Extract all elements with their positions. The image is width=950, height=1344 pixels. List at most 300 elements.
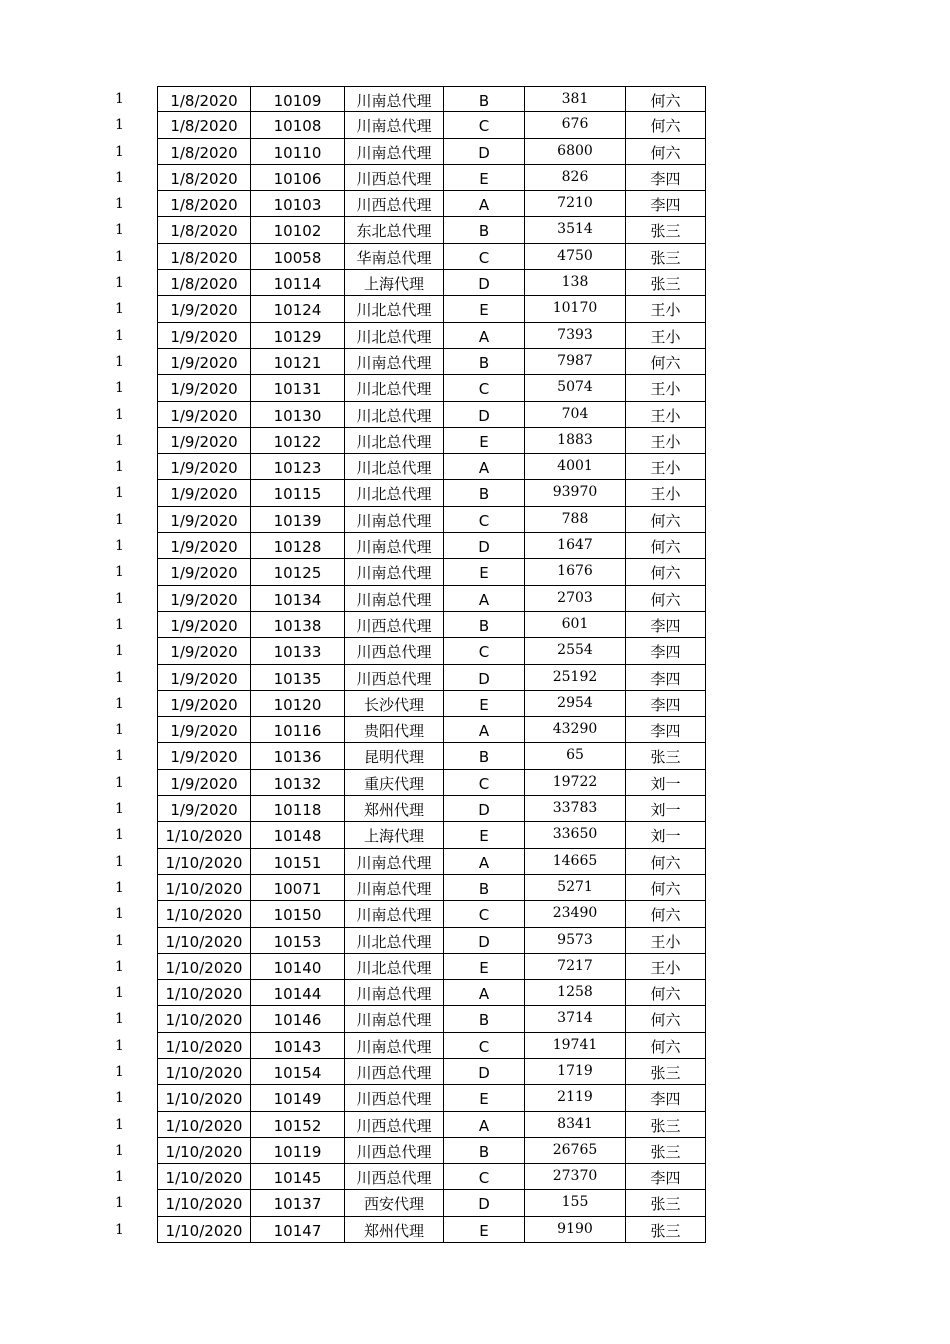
agent-cell[interactable]: 郑州代理: [345, 796, 444, 822]
amount-cell[interactable]: 19722: [525, 770, 626, 796]
agent-cell[interactable]: 东北总代理: [345, 217, 444, 243]
agent-cell[interactable]: 川西总代理: [345, 665, 444, 691]
product-cell[interactable]: A: [444, 1112, 525, 1138]
salesperson-cell[interactable]: 何六: [626, 533, 706, 559]
product-cell[interactable]: D: [444, 796, 525, 822]
date-cell[interactable]: 1/10/2020: [157, 1138, 251, 1164]
agent-cell[interactable]: 川西总代理: [345, 191, 444, 217]
order-id-cell[interactable]: 10124: [251, 296, 345, 322]
salesperson-cell[interactable]: 张三: [626, 270, 706, 296]
amount-cell[interactable]: 9573: [525, 928, 626, 954]
product-cell[interactable]: D: [444, 928, 525, 954]
amount-cell[interactable]: 788: [525, 507, 626, 533]
date-cell[interactable]: 1/9/2020: [157, 612, 251, 638]
salesperson-cell[interactable]: 王小: [626, 323, 706, 349]
agent-cell[interactable]: 川西总代理: [345, 1085, 444, 1111]
salesperson-cell[interactable]: 张三: [626, 1112, 706, 1138]
order-id-cell[interactable]: 10148: [251, 822, 345, 848]
salesperson-cell[interactable]: 张三: [626, 1059, 706, 1085]
salesperson-cell[interactable]: 何六: [626, 980, 706, 1006]
agent-cell[interactable]: 上海代理: [345, 270, 444, 296]
row-marker[interactable]: 1: [115, 669, 124, 686]
product-cell[interactable]: C: [444, 1164, 525, 1190]
product-cell[interactable]: C: [444, 901, 525, 927]
salesperson-cell[interactable]: 张三: [626, 1190, 706, 1216]
amount-cell[interactable]: 3514: [525, 217, 626, 243]
salesperson-cell[interactable]: 何六: [626, 559, 706, 585]
agent-cell[interactable]: 川西总代理: [345, 1059, 444, 1085]
row-marker[interactable]: 1: [115, 169, 124, 186]
row-marker[interactable]: 1: [115, 1142, 124, 1159]
row-marker[interactable]: 1: [115, 564, 124, 581]
date-cell[interactable]: 1/10/2020: [157, 1112, 251, 1138]
salesperson-cell[interactable]: 何六: [626, 1006, 706, 1032]
amount-cell[interactable]: 4001: [525, 454, 626, 480]
date-cell[interactable]: 1/9/2020: [157, 691, 251, 717]
agent-cell[interactable]: 川南总代理: [345, 1033, 444, 1059]
date-cell[interactable]: 1/9/2020: [157, 375, 251, 401]
agent-cell[interactable]: 川北总代理: [345, 428, 444, 454]
amount-cell[interactable]: 601: [525, 612, 626, 638]
amount-cell[interactable]: 5271: [525, 875, 626, 901]
product-cell[interactable]: C: [444, 770, 525, 796]
product-cell[interactable]: C: [444, 1033, 525, 1059]
amount-cell[interactable]: 4750: [525, 244, 626, 270]
amount-cell[interactable]: 23490: [525, 901, 626, 927]
row-marker[interactable]: 1: [115, 222, 124, 239]
row-marker[interactable]: 1: [115, 485, 124, 502]
salesperson-cell[interactable]: 李四: [626, 1085, 706, 1111]
date-cell[interactable]: 1/9/2020: [157, 717, 251, 743]
row-marker[interactable]: 1: [115, 301, 124, 318]
amount-cell[interactable]: 381: [525, 86, 626, 112]
date-cell[interactable]: 1/9/2020: [157, 296, 251, 322]
product-cell[interactable]: E: [444, 428, 525, 454]
row-marker[interactable]: 1: [115, 248, 124, 265]
product-cell[interactable]: A: [444, 717, 525, 743]
date-cell[interactable]: 1/9/2020: [157, 559, 251, 585]
row-marker[interactable]: 1: [115, 590, 124, 607]
salesperson-cell[interactable]: 何六: [626, 507, 706, 533]
product-cell[interactable]: E: [444, 165, 525, 191]
salesperson-cell[interactable]: 刘一: [626, 822, 706, 848]
row-marker[interactable]: 1: [115, 1169, 124, 1186]
agent-cell[interactable]: 川北总代理: [345, 928, 444, 954]
row-marker[interactable]: 1: [115, 1195, 124, 1212]
product-cell[interactable]: A: [444, 191, 525, 217]
product-cell[interactable]: B: [444, 86, 525, 112]
order-id-cell[interactable]: 10125: [251, 559, 345, 585]
agent-cell[interactable]: 川西总代理: [345, 165, 444, 191]
amount-cell[interactable]: 9190: [525, 1217, 626, 1243]
product-cell[interactable]: B: [444, 480, 525, 506]
amount-cell[interactable]: 1719: [525, 1059, 626, 1085]
salesperson-cell[interactable]: 何六: [626, 139, 706, 165]
order-id-cell[interactable]: 10136: [251, 743, 345, 769]
row-marker[interactable]: 1: [115, 1116, 124, 1133]
amount-cell[interactable]: 2554: [525, 638, 626, 664]
date-cell[interactable]: 1/8/2020: [157, 217, 251, 243]
order-id-cell[interactable]: 10151: [251, 849, 345, 875]
row-marker[interactable]: 1: [115, 380, 124, 397]
row-marker[interactable]: 1: [115, 1090, 124, 1107]
product-cell[interactable]: D: [444, 533, 525, 559]
product-cell[interactable]: D: [444, 270, 525, 296]
agent-cell[interactable]: 川南总代理: [345, 507, 444, 533]
row-marker[interactable]: 1: [115, 538, 124, 555]
agent-cell[interactable]: 川南总代理: [345, 349, 444, 375]
order-id-cell[interactable]: 10144: [251, 980, 345, 1006]
row-marker[interactable]: 1: [115, 748, 124, 765]
order-id-cell[interactable]: 10145: [251, 1164, 345, 1190]
order-id-cell[interactable]: 10139: [251, 507, 345, 533]
order-id-cell[interactable]: 10149: [251, 1085, 345, 1111]
date-cell[interactable]: 1/9/2020: [157, 533, 251, 559]
salesperson-cell[interactable]: 何六: [626, 1033, 706, 1059]
salesperson-cell[interactable]: 何六: [626, 901, 706, 927]
product-cell[interactable]: C: [444, 638, 525, 664]
product-cell[interactable]: A: [444, 586, 525, 612]
salesperson-cell[interactable]: 何六: [626, 349, 706, 375]
product-cell[interactable]: B: [444, 1006, 525, 1032]
order-id-cell[interactable]: 10115: [251, 480, 345, 506]
agent-cell[interactable]: 川南总代理: [345, 559, 444, 585]
agent-cell[interactable]: 川西总代理: [345, 1138, 444, 1164]
date-cell[interactable]: 1/10/2020: [157, 928, 251, 954]
date-cell[interactable]: 1/8/2020: [157, 112, 251, 138]
product-cell[interactable]: C: [444, 375, 525, 401]
date-cell[interactable]: 1/10/2020: [157, 875, 251, 901]
order-id-cell[interactable]: 10103: [251, 191, 345, 217]
product-cell[interactable]: E: [444, 954, 525, 980]
product-cell[interactable]: B: [444, 875, 525, 901]
amount-cell[interactable]: 2703: [525, 586, 626, 612]
agent-cell[interactable]: 川西总代理: [345, 1112, 444, 1138]
salesperson-cell[interactable]: 王小: [626, 428, 706, 454]
order-id-cell[interactable]: 10123: [251, 454, 345, 480]
product-cell[interactable]: D: [444, 1190, 525, 1216]
row-marker[interactable]: 1: [115, 275, 124, 292]
amount-cell[interactable]: 1258: [525, 980, 626, 1006]
date-cell[interactable]: 1/10/2020: [157, 901, 251, 927]
row-marker[interactable]: 1: [115, 511, 124, 528]
row-marker[interactable]: 1: [115, 459, 124, 476]
date-cell[interactable]: 1/10/2020: [157, 1059, 251, 1085]
salesperson-cell[interactable]: 王小: [626, 928, 706, 954]
agent-cell[interactable]: 川北总代理: [345, 954, 444, 980]
order-id-cell[interactable]: 10138: [251, 612, 345, 638]
product-cell[interactable]: E: [444, 559, 525, 585]
order-id-cell[interactable]: 10120: [251, 691, 345, 717]
amount-cell[interactable]: 826: [525, 165, 626, 191]
salesperson-cell[interactable]: 王小: [626, 954, 706, 980]
salesperson-cell[interactable]: 何六: [626, 112, 706, 138]
salesperson-cell[interactable]: 何六: [626, 86, 706, 112]
agent-cell[interactable]: 川北总代理: [345, 402, 444, 428]
agent-cell[interactable]: 川北总代理: [345, 454, 444, 480]
amount-cell[interactable]: 1883: [525, 428, 626, 454]
order-id-cell[interactable]: 10122: [251, 428, 345, 454]
date-cell[interactable]: 1/9/2020: [157, 770, 251, 796]
date-cell[interactable]: 1/10/2020: [157, 980, 251, 1006]
date-cell[interactable]: 1/10/2020: [157, 1085, 251, 1111]
date-cell[interactable]: 1/9/2020: [157, 428, 251, 454]
order-id-cell[interactable]: 10116: [251, 717, 345, 743]
order-id-cell[interactable]: 10121: [251, 349, 345, 375]
amount-cell[interactable]: 676: [525, 112, 626, 138]
salesperson-cell[interactable]: 何六: [626, 849, 706, 875]
row-marker[interactable]: 1: [115, 722, 124, 739]
order-id-cell[interactable]: 10110: [251, 139, 345, 165]
date-cell[interactable]: 1/8/2020: [157, 139, 251, 165]
agent-cell[interactable]: 川南总代理: [345, 1006, 444, 1032]
salesperson-cell[interactable]: 李四: [626, 191, 706, 217]
amount-cell[interactable]: 7217: [525, 954, 626, 980]
order-id-cell[interactable]: 10108: [251, 112, 345, 138]
product-cell[interactable]: A: [444, 454, 525, 480]
agent-cell[interactable]: 华南总代理: [345, 244, 444, 270]
agent-cell[interactable]: 长沙代理: [345, 691, 444, 717]
date-cell[interactable]: 1/10/2020: [157, 1190, 251, 1216]
amount-cell[interactable]: 6800: [525, 139, 626, 165]
date-cell[interactable]: 1/9/2020: [157, 507, 251, 533]
amount-cell[interactable]: 33650: [525, 822, 626, 848]
amount-cell[interactable]: 7210: [525, 191, 626, 217]
agent-cell[interactable]: 川南总代理: [345, 533, 444, 559]
amount-cell[interactable]: 27370: [525, 1164, 626, 1190]
row-marker[interactable]: 1: [115, 406, 124, 423]
order-id-cell[interactable]: 10152: [251, 1112, 345, 1138]
order-id-cell[interactable]: 10058: [251, 244, 345, 270]
product-cell[interactable]: D: [444, 139, 525, 165]
date-cell[interactable]: 1/9/2020: [157, 402, 251, 428]
product-cell[interactable]: E: [444, 822, 525, 848]
salesperson-cell[interactable]: 李四: [626, 612, 706, 638]
row-marker[interactable]: 1: [115, 801, 124, 818]
row-marker[interactable]: 1: [115, 774, 124, 791]
salesperson-cell[interactable]: 张三: [626, 1138, 706, 1164]
product-cell[interactable]: B: [444, 612, 525, 638]
order-id-cell[interactable]: 10137: [251, 1190, 345, 1216]
salesperson-cell[interactable]: 张三: [626, 244, 706, 270]
date-cell[interactable]: 1/9/2020: [157, 586, 251, 612]
amount-cell[interactable]: 14665: [525, 849, 626, 875]
row-marker[interactable]: 1: [115, 1011, 124, 1028]
salesperson-cell[interactable]: 王小: [626, 375, 706, 401]
row-marker[interactable]: 1: [115, 879, 124, 896]
date-cell[interactable]: 1/8/2020: [157, 165, 251, 191]
order-id-cell[interactable]: 10147: [251, 1217, 345, 1243]
amount-cell[interactable]: 25192: [525, 665, 626, 691]
order-id-cell[interactable]: 10143: [251, 1033, 345, 1059]
order-id-cell[interactable]: 10150: [251, 901, 345, 927]
product-cell[interactable]: B: [444, 1138, 525, 1164]
agent-cell[interactable]: 川北总代理: [345, 323, 444, 349]
amount-cell[interactable]: 1676: [525, 559, 626, 585]
row-marker[interactable]: 1: [115, 196, 124, 213]
agent-cell[interactable]: 川南总代理: [345, 86, 444, 112]
product-cell[interactable]: A: [444, 323, 525, 349]
product-cell[interactable]: D: [444, 1059, 525, 1085]
product-cell[interactable]: B: [444, 349, 525, 375]
order-id-cell[interactable]: 10114: [251, 270, 345, 296]
order-id-cell[interactable]: 10154: [251, 1059, 345, 1085]
product-cell[interactable]: C: [444, 244, 525, 270]
agent-cell[interactable]: 川南总代理: [345, 139, 444, 165]
date-cell[interactable]: 1/10/2020: [157, 1033, 251, 1059]
amount-cell[interactable]: 65: [525, 743, 626, 769]
row-marker[interactable]: 1: [115, 353, 124, 370]
agent-cell[interactable]: 川北总代理: [345, 296, 444, 322]
product-cell[interactable]: E: [444, 691, 525, 717]
order-id-cell[interactable]: 10071: [251, 875, 345, 901]
order-id-cell[interactable]: 10131: [251, 375, 345, 401]
order-id-cell[interactable]: 10153: [251, 928, 345, 954]
order-id-cell[interactable]: 10102: [251, 217, 345, 243]
amount-cell[interactable]: 7393: [525, 323, 626, 349]
salesperson-cell[interactable]: 李四: [626, 665, 706, 691]
amount-cell[interactable]: 7987: [525, 349, 626, 375]
product-cell[interactable]: D: [444, 402, 525, 428]
salesperson-cell[interactable]: 何六: [626, 875, 706, 901]
row-marker[interactable]: 1: [115, 327, 124, 344]
agent-cell[interactable]: 昆明代理: [345, 743, 444, 769]
date-cell[interactable]: 1/9/2020: [157, 743, 251, 769]
order-id-cell[interactable]: 10134: [251, 586, 345, 612]
order-id-cell[interactable]: 10135: [251, 665, 345, 691]
date-cell[interactable]: 1/8/2020: [157, 244, 251, 270]
agent-cell[interactable]: 上海代理: [345, 822, 444, 848]
date-cell[interactable]: 1/10/2020: [157, 1217, 251, 1243]
agent-cell[interactable]: 川南总代理: [345, 586, 444, 612]
row-marker[interactable]: 1: [115, 117, 124, 134]
row-marker[interactable]: 1: [115, 985, 124, 1002]
date-cell[interactable]: 1/8/2020: [157, 191, 251, 217]
product-cell[interactable]: D: [444, 665, 525, 691]
order-id-cell[interactable]: 10132: [251, 770, 345, 796]
order-id-cell[interactable]: 10106: [251, 165, 345, 191]
order-id-cell[interactable]: 10130: [251, 402, 345, 428]
agent-cell[interactable]: 川南总代理: [345, 849, 444, 875]
amount-cell[interactable]: 2119: [525, 1085, 626, 1111]
salesperson-cell[interactable]: 李四: [626, 691, 706, 717]
date-cell[interactable]: 1/9/2020: [157, 323, 251, 349]
salesperson-cell[interactable]: 王小: [626, 296, 706, 322]
salesperson-cell[interactable]: 张三: [626, 217, 706, 243]
amount-cell[interactable]: 5074: [525, 375, 626, 401]
order-id-cell[interactable]: 10133: [251, 638, 345, 664]
product-cell[interactable]: E: [444, 1085, 525, 1111]
salesperson-cell[interactable]: 张三: [626, 1217, 706, 1243]
amount-cell[interactable]: 93970: [525, 480, 626, 506]
salesperson-cell[interactable]: 王小: [626, 454, 706, 480]
product-cell[interactable]: A: [444, 980, 525, 1006]
agent-cell[interactable]: 川西总代理: [345, 1164, 444, 1190]
row-marker[interactable]: 1: [115, 827, 124, 844]
row-marker[interactable]: 1: [115, 906, 124, 923]
salesperson-cell[interactable]: 刘一: [626, 796, 706, 822]
agent-cell[interactable]: 川北总代理: [345, 375, 444, 401]
date-cell[interactable]: 1/10/2020: [157, 954, 251, 980]
date-cell[interactable]: 1/10/2020: [157, 849, 251, 875]
agent-cell[interactable]: 贵阳代理: [345, 717, 444, 743]
row-marker[interactable]: 1: [115, 1063, 124, 1080]
row-marker[interactable]: 1: [115, 695, 124, 712]
date-cell[interactable]: 1/8/2020: [157, 86, 251, 112]
amount-cell[interactable]: 19741: [525, 1033, 626, 1059]
order-id-cell[interactable]: 10128: [251, 533, 345, 559]
amount-cell[interactable]: 43290: [525, 717, 626, 743]
agent-cell[interactable]: 川西总代理: [345, 638, 444, 664]
product-cell[interactable]: C: [444, 112, 525, 138]
salesperson-cell[interactable]: 刘一: [626, 770, 706, 796]
row-marker[interactable]: 1: [115, 143, 124, 160]
salesperson-cell[interactable]: 何六: [626, 586, 706, 612]
row-marker[interactable]: 1: [115, 616, 124, 633]
date-cell[interactable]: 1/9/2020: [157, 665, 251, 691]
salesperson-cell[interactable]: 王小: [626, 402, 706, 428]
order-id-cell[interactable]: 10140: [251, 954, 345, 980]
agent-cell[interactable]: 西安代理: [345, 1190, 444, 1216]
salesperson-cell[interactable]: 张三: [626, 743, 706, 769]
row-marker[interactable]: 1: [115, 853, 124, 870]
amount-cell[interactable]: 2954: [525, 691, 626, 717]
amount-cell[interactable]: 138: [525, 270, 626, 296]
agent-cell[interactable]: 重庆代理: [345, 770, 444, 796]
row-marker[interactable]: 1: [115, 643, 124, 660]
amount-cell[interactable]: 33783: [525, 796, 626, 822]
product-cell[interactable]: C: [444, 507, 525, 533]
product-cell[interactable]: E: [444, 1217, 525, 1243]
row-marker[interactable]: 1: [115, 1037, 124, 1054]
date-cell[interactable]: 1/10/2020: [157, 1164, 251, 1190]
salesperson-cell[interactable]: 李四: [626, 1164, 706, 1190]
order-id-cell[interactable]: 10109: [251, 86, 345, 112]
order-id-cell[interactable]: 10119: [251, 1138, 345, 1164]
amount-cell[interactable]: 8341: [525, 1112, 626, 1138]
amount-cell[interactable]: 10170: [525, 296, 626, 322]
agent-cell[interactable]: 川北总代理: [345, 480, 444, 506]
order-id-cell[interactable]: 10146: [251, 1006, 345, 1032]
date-cell[interactable]: 1/9/2020: [157, 638, 251, 664]
agent-cell[interactable]: 川南总代理: [345, 875, 444, 901]
salesperson-cell[interactable]: 李四: [626, 165, 706, 191]
amount-cell[interactable]: 155: [525, 1190, 626, 1216]
row-marker[interactable]: 1: [115, 1221, 124, 1238]
amount-cell[interactable]: 1647: [525, 533, 626, 559]
product-cell[interactable]: B: [444, 217, 525, 243]
agent-cell[interactable]: 川南总代理: [345, 112, 444, 138]
amount-cell[interactable]: 3714: [525, 1006, 626, 1032]
date-cell[interactable]: 1/10/2020: [157, 1006, 251, 1032]
row-marker[interactable]: 1: [115, 932, 124, 949]
product-cell[interactable]: A: [444, 849, 525, 875]
amount-cell[interactable]: 704: [525, 402, 626, 428]
salesperson-cell[interactable]: 王小: [626, 480, 706, 506]
agent-cell[interactable]: 川西总代理: [345, 612, 444, 638]
salesperson-cell[interactable]: 李四: [626, 717, 706, 743]
product-cell[interactable]: B: [444, 743, 525, 769]
date-cell[interactable]: 1/9/2020: [157, 480, 251, 506]
date-cell[interactable]: 1/9/2020: [157, 349, 251, 375]
date-cell[interactable]: 1/9/2020: [157, 796, 251, 822]
product-cell[interactable]: E: [444, 296, 525, 322]
order-id-cell[interactable]: 10118: [251, 796, 345, 822]
agent-cell[interactable]: 川南总代理: [345, 901, 444, 927]
row-marker[interactable]: 1: [115, 432, 124, 449]
agent-cell[interactable]: 川南总代理: [345, 980, 444, 1006]
date-cell[interactable]: 1/9/2020: [157, 454, 251, 480]
